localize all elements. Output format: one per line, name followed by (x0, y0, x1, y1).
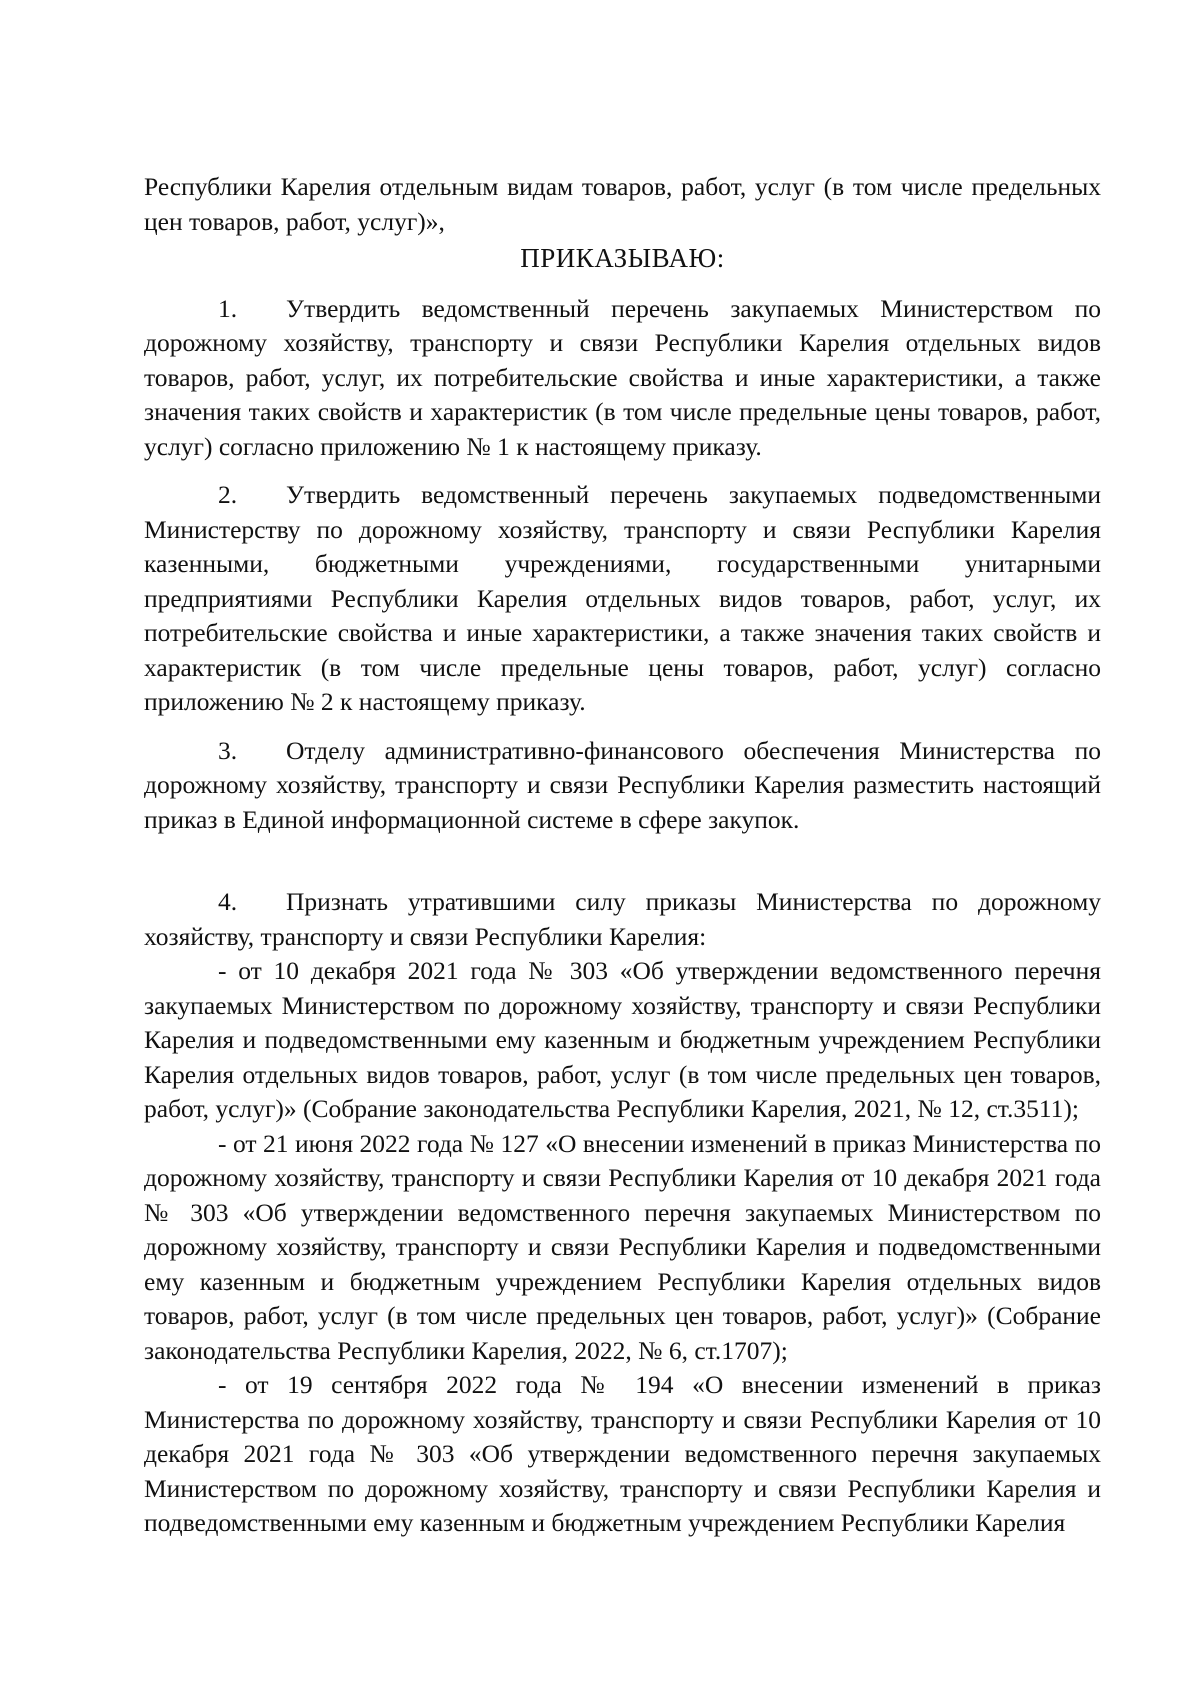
item-text: Признать утратившими силу приказы Министерства по дорожному хозяйству, транспорту и связи Республики Карелия: (144, 887, 1101, 951)
item-number: 4. (218, 887, 238, 916)
order-item-1 (144, 292, 1101, 465)
order-item-2 (144, 478, 1101, 720)
order-item-4 (144, 885, 1101, 954)
intro-paragraph: Республики Карелия отдельным видам товаров, работ, услуг (в том числе предельных цен товаров, работ, услуг)», (144, 172, 1101, 236)
document-page (144, 170, 1101, 1541)
repealed-order-2: - от 21 июня 2022 года № 127 «О внесении изменений в приказ Министерства по дорожному хозяйству, транспорту и связи Республики Карелия от 10 декабря 2021 года № 303 «Об утверждении ведомственного перечня закупаемых Министерством по дорожному хозяйству, транспорту и связи Республики Карелия и подведомственными ему казенным и бюджетным учреждением Республики Карелия отдельных видов товаров, работ, услуг (в том числе предельных цен товаров, работ, услуг)» (Собрание законодательства Республики Карелия, 2022, № 6, ст.1707); (144, 1128, 1101, 1365)
repealed-order-1: - от 10 декабря 2021 года № 303 «Об утверждении ведомственного перечня закупаемых Министерством по дорожному хозяйству, транспорту и связи Республики Карелия и подведомственными ему казенным и бюджетным учреждением Республики Карелия отдельных видов товаров, работ, услуг (в том числе предельных цен товаров, работ, услуг)» (Собрание законодательства Республики Карелия, 2021, № 12, ст.3511); (144, 956, 1101, 1123)
item-number: 2. (218, 480, 238, 509)
item-text: Отделу административно-финансового обеспечения Министерства по дорожному хозяйству, транспорту и связи Республики Карелия разместить настоящий приказ в Единой информационной системе в сфере закупок. (144, 735, 1101, 834)
repealed-order-3: - от 19 сентября 2022 года № 194 «О внесении изменений в приказ Министерства по дорожному хозяйству, транспорту и связи Республики Карелия от 10 декабря 2021 года № 303 «Об утверждении ведомственного перечня закупаемых Министерством по дорожному хозяйству, транспорту и связи Республики Карелия и подведомственными ему казенным и бюджетным учреждением Республики Карелия (144, 1370, 1101, 1537)
order-heading: ПРИКАЗЫВАЮ: (520, 243, 725, 273)
item-number: 3. (218, 735, 238, 765)
order-item-3 (144, 734, 1101, 838)
item-text: Утвердить ведомственный перечень закупаемых подведомственными Министерству по дорожному хозяйству, транспорту и связи Республики Карелия казенными, бюджетными учреждениями, государственными унитарными предприятиями Республики Карелия отдельных видов товаров, работ, услуг, их потребительские свойства и иные характеристики, а также значения таких свойств и характеристик (в том числе предельные цены товаров, работ, услуг) согласно приложению № 2 к настоящему приказу. (144, 480, 1101, 716)
item-text: Утвердить ведомственный перечень закупаемых Министерством по дорожному хозяйству, транспорту и связи Республики Карелия отдельных видов товаров, работ, услуг, их потребительские свойства и иные характеристики, а также значения таких свойств и характеристик (в том числе предельные цены товаров, работ, услуг) согласно приложению № 1 к настоящему приказу. (144, 293, 1101, 461)
item-number: 1. (218, 293, 238, 323)
